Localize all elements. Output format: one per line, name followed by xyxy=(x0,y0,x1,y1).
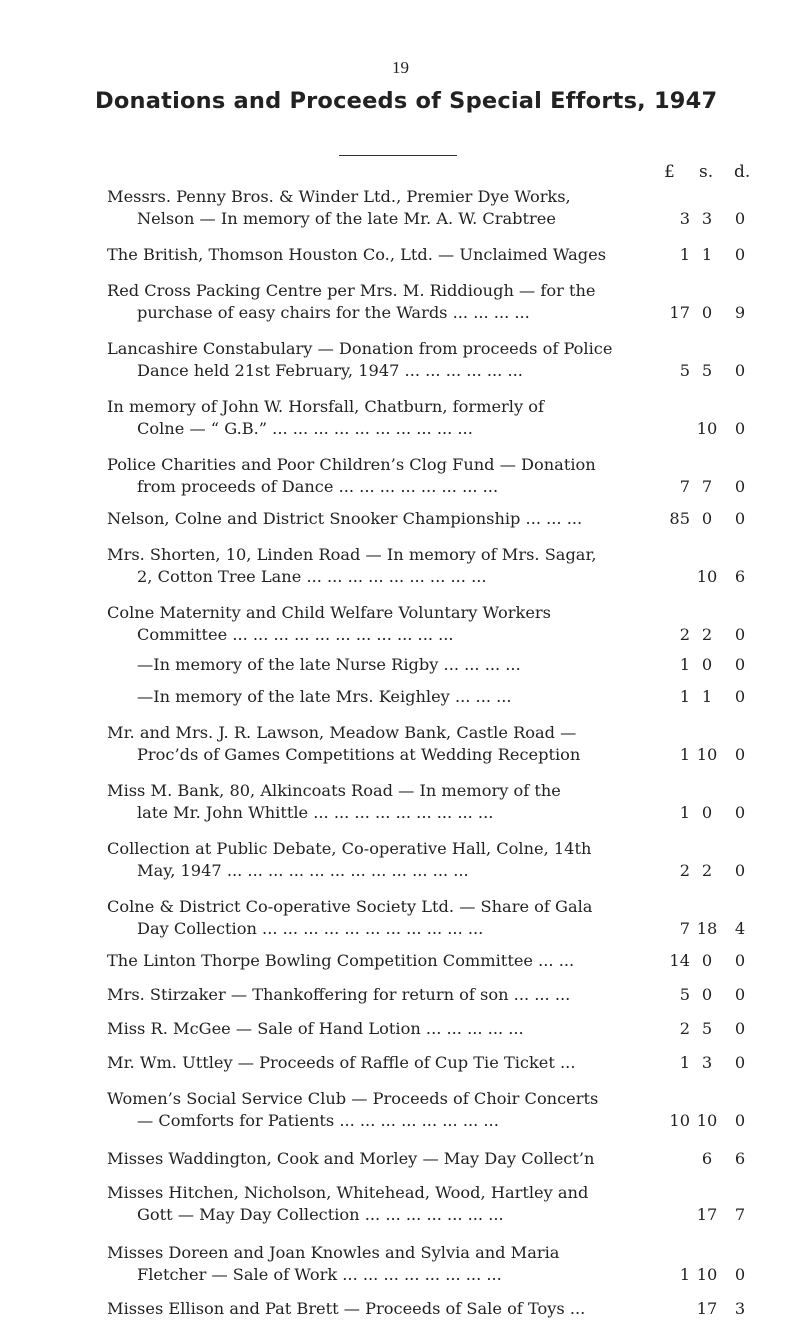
amount-pounds: 17 xyxy=(669,303,690,322)
shillings-header: s. xyxy=(699,162,714,182)
amount-pounds: 1 xyxy=(679,745,690,764)
amount-pence: 0 xyxy=(734,687,746,706)
amount-pounds: 1 xyxy=(679,803,690,822)
amount-shillings: 3 xyxy=(701,209,713,228)
entry-description-line: Collection at Public Debate, Co-operative Hall, Colne, 14th xyxy=(107,839,592,858)
entry-description-line: Committee ... ... ... ... ... ... ... ... ... ... ... xyxy=(137,625,454,644)
amount-shillings: 10 xyxy=(696,419,718,438)
amount-pounds: 10 xyxy=(669,1111,690,1130)
entry-description-line: 2, Cotton Tree Lane ... ... ... ... ... ... ... ... ... xyxy=(137,567,487,586)
entry-description-line: Fletcher — Sale of Work ... ... ... ... ... ... ... ... xyxy=(137,1265,502,1284)
entry-description-line: Day Collection ... ... ... ... ... ... ... ... ... ... ... xyxy=(137,919,484,938)
amount-shillings: 0 xyxy=(701,985,713,1004)
amount-pounds: 5 xyxy=(679,361,690,380)
entry-description-line: from proceeds of Dance ... ... ... ... ... ... ... ... xyxy=(137,477,499,496)
amount-pounds: 1 xyxy=(679,1053,690,1072)
amount-pounds: 1 xyxy=(679,245,690,264)
amount-pence: 0 xyxy=(734,803,746,822)
amount-pence: 6 xyxy=(734,567,746,586)
entry-description-line: The British, Thomson Houston Co., Ltd. — Unclaimed Wages xyxy=(107,245,607,264)
amount-shillings: 0 xyxy=(701,951,713,970)
entry-description-line: Proc’ds of Games Competitions at Wedding Reception xyxy=(137,745,581,764)
entry-description-line: Lancashire Constabulary — Donation from proceeds of Police xyxy=(107,339,613,358)
entry-description-line: Misses Ellison and Pat Brett — Proceeds of Sale of Toys ... xyxy=(107,1299,586,1318)
pounds-header: £ xyxy=(664,162,675,182)
entry-description-line: Miss R. McGee — Sale of Hand Lotion ... ... ... ... ... xyxy=(107,1019,524,1038)
amount-pounds: 2 xyxy=(679,1019,690,1038)
entry-description-line: The Linton Thorpe Bowling Competition Committee ... ... xyxy=(107,951,575,970)
entry-description-line: Mr. Wm. Uttley — Proceeds of Raffle of Cup Tie Ticket ... xyxy=(107,1053,576,1072)
amount-shillings: 17 xyxy=(696,1205,718,1224)
amount-pounds: 2 xyxy=(679,625,690,644)
amount-shillings: 5 xyxy=(701,361,713,380)
entry-description-line: Misses Doreen and Joan Knowles and Sylvia and Maria xyxy=(107,1243,560,1262)
amount-shillings: 10 xyxy=(696,567,718,586)
amount-pence: 0 xyxy=(734,655,746,674)
pence-header: d. xyxy=(734,162,751,182)
amount-pence: 0 xyxy=(734,861,746,880)
amount-pence: 0 xyxy=(734,985,746,1004)
amount-pounds: 7 xyxy=(679,919,690,938)
amount-pence: 0 xyxy=(734,1019,746,1038)
amount-pence: 0 xyxy=(734,1111,746,1130)
amount-pence: 0 xyxy=(734,361,746,380)
entry-description-line: Nelson, Colne and District Snooker Championship ... ... ... xyxy=(107,509,583,528)
amount-pounds: 2 xyxy=(679,861,690,880)
entry-description-line: Red Cross Packing Centre per Mrs. M. Riddiough — for the xyxy=(107,281,596,300)
entry-description-line: late Mr. John Whittle ... ... ... ... ... ... ... ... ... xyxy=(137,803,494,822)
amount-pounds: 14 xyxy=(669,951,690,970)
page-number: 19 xyxy=(392,58,409,77)
amount-pounds: 1 xyxy=(679,655,690,674)
amount-shillings: 0 xyxy=(701,509,713,528)
amount-pence: 3 xyxy=(734,1299,746,1318)
amount-shillings: 2 xyxy=(701,861,713,880)
entry-description-line: Mr. and Mrs. J. R. Lawson, Meadow Bank, Castle Road — xyxy=(107,723,577,742)
amount-pence: 0 xyxy=(734,625,746,644)
amount-pounds: 1 xyxy=(679,1265,690,1284)
amount-shillings: 1 xyxy=(701,245,713,264)
amount-shillings: 6 xyxy=(701,1149,713,1168)
amount-pounds: 7 xyxy=(679,477,690,496)
amount-pounds: 5 xyxy=(679,985,690,1004)
entry-description-line: — Comforts for Patients ... ... ... ... ... ... ... ... xyxy=(137,1111,499,1130)
entry-description-line: Gott — May Day Collection ... ... ... ... ... ... ... xyxy=(137,1205,504,1224)
amount-pence: 0 xyxy=(734,1265,746,1284)
entry-description-line: Messrs. Penny Bros. & Winder Ltd., Premier Dye Works, xyxy=(107,187,571,206)
title-divider xyxy=(339,155,457,156)
amount-pounds: 3 xyxy=(679,209,690,228)
entry-description-line: —In memory of the late Mrs. Keighley ... ... ... xyxy=(137,687,512,706)
amount-shillings: 17 xyxy=(696,1299,718,1318)
amount-shillings: 10 xyxy=(696,1111,718,1130)
currency-column-headers xyxy=(0,162,801,184)
entry-description-line: Colne Maternity and Child Welfare Voluntary Workers xyxy=(107,603,551,622)
amount-shillings: 0 xyxy=(701,303,713,322)
entry-description-line: Mrs. Shorten, 10, Linden Road — In memory of Mrs. Sagar, xyxy=(107,545,597,564)
entry-description-line: Dance held 21st February, 1947 ... ... ... ... ... ... xyxy=(137,361,523,380)
amount-pence: 0 xyxy=(734,419,746,438)
amount-shillings: 18 xyxy=(696,919,718,938)
entry-description-line: purchase of easy chairs for the Wards ... ... ... ... xyxy=(137,303,530,322)
amount-pence: 6 xyxy=(734,1149,746,1168)
amount-shillings: 1 xyxy=(701,687,713,706)
amount-pence: 0 xyxy=(734,245,746,264)
amount-pence: 0 xyxy=(734,745,746,764)
amount-shillings: 10 xyxy=(696,1265,718,1284)
amount-pounds: 85 xyxy=(669,509,690,528)
amount-shillings: 0 xyxy=(701,803,713,822)
amount-shillings: 3 xyxy=(701,1053,713,1072)
entry-description-line: Police Charities and Poor Children’s Clog Fund — Donation xyxy=(107,455,596,474)
entry-description-line: —In memory of the late Nurse Rigby ... ... ... ... xyxy=(137,655,521,674)
entry-description-line: Mrs. Stirzaker — Thankoffering for return of son ... ... ... xyxy=(107,985,571,1004)
page-title: Donations and Proceeds of Special Efforts, 1947 xyxy=(95,88,718,114)
entry-description-line: In memory of John W. Horsfall, Chatburn, formerly of xyxy=(107,397,544,416)
amount-shillings: 5 xyxy=(701,1019,713,1038)
amount-shillings: 0 xyxy=(701,655,713,674)
amount-pence: 7 xyxy=(734,1205,746,1224)
amount-pence: 0 xyxy=(734,509,746,528)
entry-description-line: Miss M. Bank, 80, Alkincoats Road — In memory of the xyxy=(107,781,561,800)
entry-description-line: May, 1947 ... ... ... ... ... ... ... ... ... ... ... ... xyxy=(137,861,469,880)
entry-description-line: Women’s Social Service Club — Proceeds of Choir Concerts xyxy=(107,1089,599,1108)
amount-shillings: 7 xyxy=(701,477,713,496)
amount-pence: 4 xyxy=(734,919,746,938)
amount-pence: 0 xyxy=(734,1053,746,1072)
amount-shillings: 2 xyxy=(701,625,713,644)
amount-pence: 0 xyxy=(734,209,746,228)
amount-pounds: 1 xyxy=(679,687,690,706)
entry-description-line: Nelson — In memory of the late Mr. A. W. Crabtree xyxy=(137,209,556,228)
amount-pence: 9 xyxy=(734,303,746,322)
amount-shillings: 10 xyxy=(696,745,718,764)
entry-description-line: Misses Waddington, Cook and Morley — May Day Collect’n xyxy=(107,1149,595,1168)
entry-description-line: Colne & District Co-operative Society Ltd. — Share of Gala xyxy=(107,897,593,916)
amount-pence: 0 xyxy=(734,951,746,970)
entry-description-line: Misses Hitchen, Nicholson, Whitehead, Wood, Hartley and xyxy=(107,1183,589,1202)
amount-pence: 0 xyxy=(734,477,746,496)
entry-description-line: Colne — “ G.B.” ... ... ... ... ... ... ... ... ... ... xyxy=(137,419,473,438)
